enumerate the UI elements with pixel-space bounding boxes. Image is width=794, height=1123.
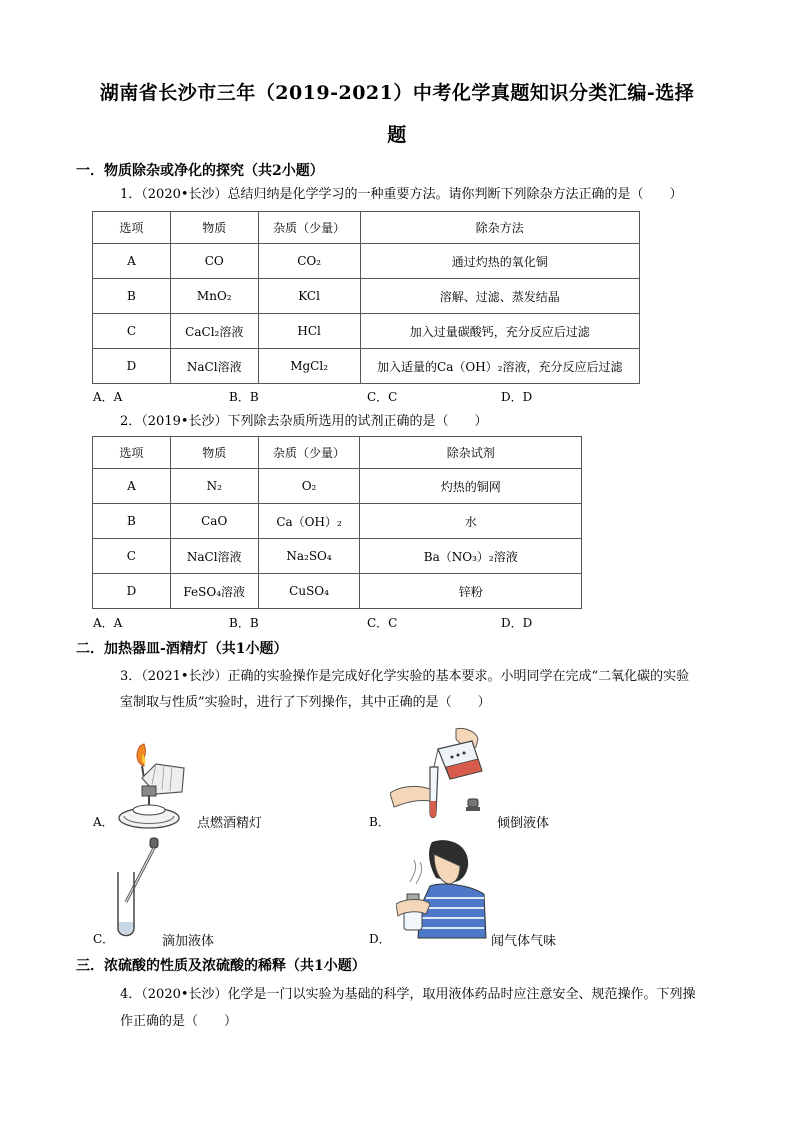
table-cell: B bbox=[93, 279, 171, 314]
section-heading-1: 一．物质除杂或净化的探究（共2小题） bbox=[76, 163, 324, 179]
table-cell: HCl bbox=[258, 314, 360, 349]
table-cell: D bbox=[93, 574, 171, 609]
choice-c: C．C bbox=[367, 616, 398, 630]
pouring-liquid-illustration bbox=[390, 727, 500, 827]
table-cell: B bbox=[93, 504, 171, 539]
option-d-letter: D． bbox=[369, 932, 391, 946]
table-cell: 溶解、过滤、蒸发结晶 bbox=[360, 279, 639, 314]
table-row bbox=[93, 469, 582, 504]
question-1-table bbox=[92, 211, 640, 384]
choice-b: B．B bbox=[229, 390, 259, 404]
question-1-stem: 1．（2020•长沙）总结归纳是化学学习的一种重要方法。请你判断下列除杂方法正确的是（ ） bbox=[120, 187, 683, 202]
question-3-stem-line2: 室制取与性质”实验时，进行了下列操作，其中正确的是（ ） bbox=[120, 695, 491, 710]
table-cell: CuSO₄ bbox=[258, 574, 360, 609]
smelling-gas-illustration bbox=[396, 838, 488, 940]
choice-b: B．B bbox=[229, 616, 259, 630]
table-cell: O₂ bbox=[258, 469, 360, 504]
table-row bbox=[93, 314, 640, 349]
table-header: 除杂试剂 bbox=[360, 437, 582, 469]
section-heading-3: 三．浓硫酸的性质及浓硫酸的稀释（共1小题） bbox=[76, 958, 366, 974]
page-title-continued: 题 bbox=[387, 124, 407, 146]
table-cell: 水 bbox=[360, 504, 582, 539]
table-cell: MnO₂ bbox=[170, 279, 258, 314]
alcohol-lamp-lighting-illustration bbox=[112, 734, 194, 830]
table-cell: FeSO₄溶液 bbox=[170, 574, 258, 609]
choice-d: D．D bbox=[501, 616, 533, 630]
table-cell: C bbox=[93, 314, 171, 349]
table-header: 选项 bbox=[93, 212, 171, 244]
table-header: 选项 bbox=[93, 437, 171, 469]
table-cell: 通过灼热的氧化铜 bbox=[360, 244, 639, 279]
table-header: 除杂方法 bbox=[360, 212, 639, 244]
table-cell: Ca（OH）₂ bbox=[258, 504, 360, 539]
dropping-liquid-illustration bbox=[108, 836, 168, 942]
table-header: 物质 bbox=[170, 212, 258, 244]
table-cell: 灼热的铜网 bbox=[360, 469, 582, 504]
table-row bbox=[93, 539, 582, 574]
table-cell: 锌粉 bbox=[360, 574, 582, 609]
table-row bbox=[93, 574, 582, 609]
option-b-letter: B． bbox=[369, 815, 390, 829]
table-cell: 加入过量碳酸钙，充分反应后过滤 bbox=[360, 314, 639, 349]
table-row bbox=[93, 279, 640, 314]
table-cell: Na₂SO₄ bbox=[258, 539, 360, 574]
table-cell: A bbox=[93, 469, 171, 504]
option-d-caption: 闻气体气味 bbox=[491, 934, 557, 949]
table-cell: KCl bbox=[258, 279, 360, 314]
question-2-table bbox=[92, 436, 582, 609]
table-cell: MgCl₂ bbox=[258, 349, 360, 384]
table-cell: CaO bbox=[170, 504, 258, 539]
choice-a: A．A bbox=[93, 616, 123, 630]
table-row bbox=[93, 349, 640, 384]
question-2-stem: 2．（2019•长沙）下列除去杂质所选用的试剂正确的是（ ） bbox=[120, 414, 488, 429]
choice-c: C．C bbox=[367, 390, 398, 404]
table-header: 物质 bbox=[170, 437, 258, 469]
table-cell: CO₂ bbox=[258, 244, 360, 279]
table-cell: 加入适量的Ca（OH）₂溶液，充分反应后过滤 bbox=[360, 349, 639, 384]
table-cell: NaCl溶液 bbox=[170, 539, 258, 574]
section-heading-2: 二．加热器皿-酒精灯（共1小题） bbox=[76, 641, 288, 657]
table-cell: N₂ bbox=[170, 469, 258, 504]
table-cell: NaCl溶液 bbox=[170, 349, 258, 384]
option-a-caption: 点燃酒精灯 bbox=[197, 816, 263, 831]
option-a-letter: A． bbox=[93, 815, 114, 829]
table-row bbox=[93, 244, 640, 279]
table-cell: CaCl₂溶液 bbox=[170, 314, 258, 349]
option-c-caption: 滴加液体 bbox=[162, 934, 215, 949]
table-header: 杂质（少量） bbox=[258, 212, 360, 244]
page-title: 湖南省长沙市三年（2019-2021）中考化学真题知识分类汇编-选择 bbox=[99, 82, 695, 104]
table-cell: Ba（NO₃）₂溶液 bbox=[360, 539, 582, 574]
table-cell: A bbox=[93, 244, 171, 279]
table-cell: C bbox=[93, 539, 171, 574]
option-b-caption: 倾倒液体 bbox=[497, 816, 550, 831]
question-4-stem-line2: 作正确的是（ ） bbox=[120, 1014, 238, 1029]
question-3-stem-line1: 3．（2021•长沙）正确的实验操作是完成好化学实验的基本要求。小明同学在完成“二氧化碳的实验 bbox=[120, 669, 690, 684]
table-cell: D bbox=[93, 349, 171, 384]
table-cell: CO bbox=[170, 244, 258, 279]
choice-d: D．D bbox=[501, 390, 533, 404]
table-header: 杂质（少量） bbox=[258, 437, 360, 469]
choice-a: A．A bbox=[93, 390, 123, 404]
option-c-letter: C． bbox=[93, 932, 115, 946]
table-row bbox=[93, 504, 582, 539]
question-4-stem-line1: 4．（2020•长沙）化学是一门以实验为基础的科学，取用液体药品时应注意安全、规范操作。下列操 bbox=[120, 987, 696, 1002]
